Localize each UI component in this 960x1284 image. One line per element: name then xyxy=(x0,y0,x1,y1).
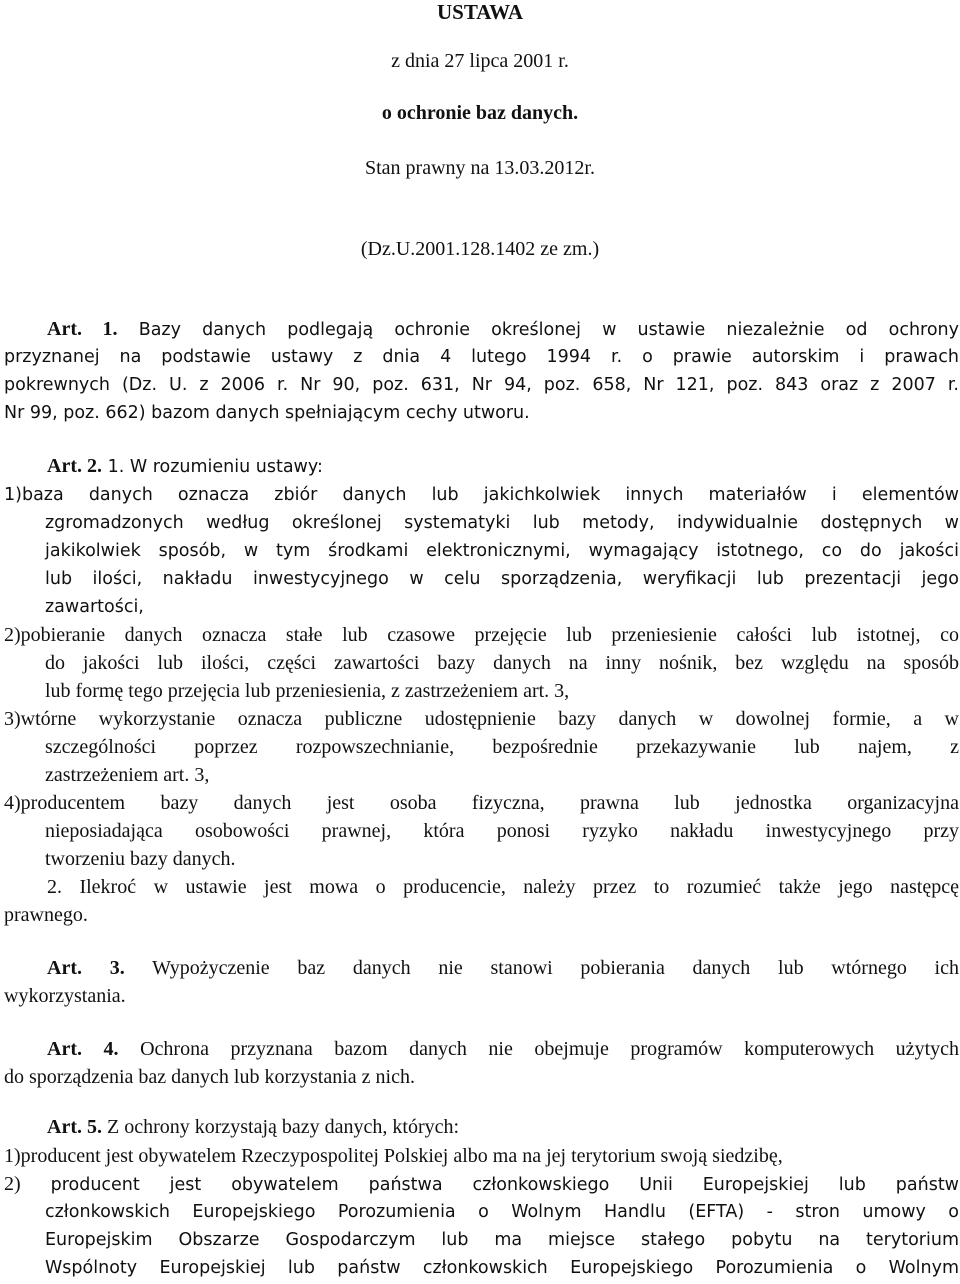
art4-line-1 xyxy=(4,1036,959,1062)
art2-intro-line xyxy=(4,453,959,480)
art2-item-1-line-4: lub ilości, nakładu inwestycyjnego w celu sporządzenia, weryfikacji lub prezentacji jego xyxy=(45,569,959,589)
art2-item-4-num: 4) xyxy=(4,792,21,814)
art5-item-1-line-1 xyxy=(4,1143,959,1169)
art2-item-1-num: 1) xyxy=(4,485,22,505)
art1-line-2: przyznanej na podstawie ustawy z dnia 4 lutego 1994 r. o prawie autorskim i prawach xyxy=(4,347,959,367)
art5-item-2-text-1: producent jest obywatelem państwa członkowskiego Unii Europejskiej lub państw xyxy=(50,1175,959,1195)
art2-item-3-num: 3) xyxy=(4,708,21,730)
art5-item-2-line-4: Wspólnoty Europejskiej lub państw członkowskich Europejskiego Porozumienia o Wolnym xyxy=(45,1258,959,1278)
art3-line-1 xyxy=(4,955,959,981)
art5-item-1-num: 1) xyxy=(4,1145,21,1167)
art2-item-1-line-5: zawartości, xyxy=(45,597,144,617)
art2-item-4-line-2: nieposiadająca osobowości prawnej, która ponosi ryzyko nakładu inwestycyjnego przy xyxy=(45,820,959,842)
art2-item-4-text-1: producentem bazy danych jest osoba fizyczna, prawna lub jednostka organizacyjna xyxy=(20,792,959,814)
art2-item-1-line-3: jakikolwiek sposób, w tym środkami elektronicznymi, wymagający istotnego, co do jakości xyxy=(45,541,959,561)
art5-item-2-line-3: Europejskim Obszarze Gospodarczym lub ma miejsce stałego pobytu na terytorium xyxy=(45,1230,959,1250)
document-date: z dnia 27 lipca 2001 r. xyxy=(391,50,569,72)
art2-item-1-line-1 xyxy=(4,482,959,508)
art2-label: Art. 2. xyxy=(47,455,102,477)
legal-status: Stan prawny na 13.03.2012r. xyxy=(365,157,595,179)
art2-para2-text-1: 2. Ilekroć w ustawie jest mowa o producencie, należy przez to rozumieć także jego następcę xyxy=(47,876,959,898)
document-title: USTAWA xyxy=(437,0,523,24)
art5-intro-line xyxy=(4,1114,959,1140)
art2-item-1-line-2: zgromadzonych według określonej systematyki lub metody, indywidualnie dostępnych w xyxy=(45,513,959,533)
art2-item-2-line-1 xyxy=(4,622,959,648)
art3-label: Art. 3. xyxy=(47,957,125,979)
document-subject: o ochronie baz danych. xyxy=(381,102,579,124)
art1-line-1 xyxy=(4,316,959,343)
art1-label: Art. 1. xyxy=(47,318,118,340)
art5-item-2-num: 2) xyxy=(4,1173,21,1195)
art4-text-1: Ochrona przyznana bazom danych nie obejmuje programów komputerowych użytych xyxy=(140,1038,959,1060)
art5-item-2-line-1 xyxy=(4,1171,959,1198)
art1-line-3: pokrewnych (Dz. U. z 2006 r. Nr 90, poz. 631, Nr 94, poz. 658, Nr 121, poz. 843 oraz z 2007 r. xyxy=(4,375,959,395)
art2-item-3-line-3: zastrzeżeniem art. 3, xyxy=(45,764,210,786)
journal-reference: (Dz.U.2001.128.1402 ze zm.) xyxy=(360,238,600,260)
art2-item-3-line-1 xyxy=(4,706,959,732)
art2-intro: 1. W rozumieniu ustawy: xyxy=(107,457,323,477)
art2-item-2-line-3: lub formę tego przejęcia lub przeniesienia, z zastrzeżeniem art. 3, xyxy=(45,680,570,702)
art5-label: Art. 5. xyxy=(47,1116,102,1138)
art5-item-1-text-1: producent jest obywatelem Rzeczypospolitej Polskiej albo ma na jej terytorium swoją siedzibę, xyxy=(20,1145,783,1167)
art2-item-3-text-1: wtórne wykorzystanie oznacza publiczne udostępnienie bazy danych w dowolnej formie, a w xyxy=(20,708,959,730)
art2-item-2-num: 2) xyxy=(4,624,21,646)
art2-item-4-line-1 xyxy=(4,790,959,816)
art2-item-2-line-2: do jakości lub ilości, części zawartości bazy danych na inny nośnik, bez względu na sposób xyxy=(45,652,959,674)
art2-item-3-line-2: szczególności poprzez rozpowszechnianie, bezpośrednie przekazywanie lub najem, z xyxy=(45,736,959,758)
art2-para2-line-2: prawnego. xyxy=(4,904,88,926)
art1-line-4: Nr 99, poz. 662) bazom danych spełniającym cechy utworu. xyxy=(4,403,530,423)
art4-label: Art. 4. xyxy=(47,1038,119,1060)
art3-line-2: wykorzystania. xyxy=(4,985,126,1007)
art1-text-1: Bazy danych podlegają ochronie określonej w ustawie niezależnie od ochrony xyxy=(138,320,959,340)
art5-intro: Z ochrony korzystają bazy danych, których: xyxy=(106,1116,460,1138)
art5-item-2-line-2: członkowskich Europejskiego Porozumienia o Wolnym Handlu (EFTA) - stron umowy o xyxy=(45,1202,959,1222)
art2-item-4-line-3: tworzeniu bazy danych. xyxy=(45,848,236,870)
art3-text-1: Wypożyczenie baz danych nie stanowi pobierania danych lub wtórnego ich xyxy=(152,957,959,979)
art2-item-1-text-1: baza danych oznacza zbiór danych lub jakichkolwiek innych materiałów i elementów xyxy=(21,485,959,505)
art2-para2-line-1 xyxy=(4,874,959,900)
art4-line-2: do sporządzenia baz danych lub korzystania z nich. xyxy=(4,1066,415,1088)
art2-item-2-text-1: pobieranie danych oznacza stałe lub czasowe przejęcie lub przeniesienie całości lub istotnej, co xyxy=(20,624,959,646)
